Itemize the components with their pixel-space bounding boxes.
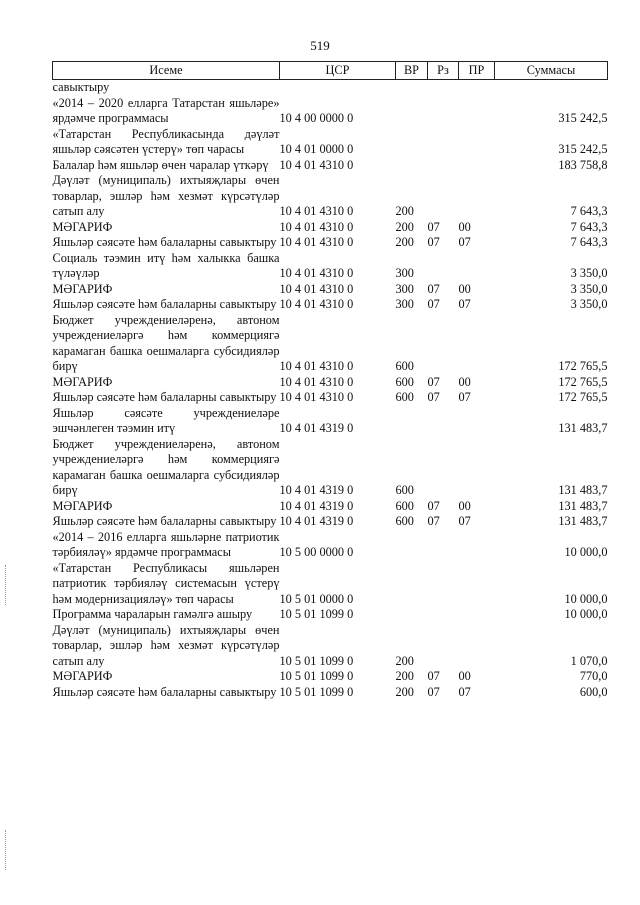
table-row [53,282,608,298]
cell-vr: 200 [395,669,414,683]
cell-csr: 10 5 01 1099 0 [279,684,354,699]
cell-sum: 10 000,0 [564,607,608,621]
cell-sum: 7 643,3 [570,204,608,218]
cell-name: Бюджет учреждениеләренә, автоном учреждениеләргә һәм коммерциягә карамаган башка оешмаларга субсидияләр бирү [52,312,280,373]
table-row [53,623,608,670]
cell-sum: 3 350,0 [570,281,608,296]
column-header-sum: Суммасы [495,62,608,80]
cell-vr: 200 [395,653,414,668]
cell-rz [428,406,459,437]
cell-rz: 07 [427,374,440,389]
cell-sum: 315 242,5 [558,111,608,125]
cell-csr: 10 5 01 1099 0 [279,607,354,621]
cell-vr: 600 [395,498,414,513]
cell-rz: 07 [427,514,440,528]
cell-name: «Татарстан Республикасында дәүләт яшьләр сәясәтен үстерү» төп чарасы [52,126,280,156]
cell-name: Балалар һәм яшьләр өчен чаралар үткәрү [52,157,269,172]
cell-rz [428,158,459,174]
cell-pr [459,127,495,158]
cell-rz [428,623,459,670]
table-row [53,297,608,313]
table-row [53,235,608,251]
cell-vr: 200 [395,219,414,234]
cell-vr: 300 [395,297,414,311]
table-row [53,80,608,96]
cell-csr: 10 4 01 4310 0 [279,219,354,234]
cell-csr: 10 4 01 4310 0 [279,359,354,373]
cell-pr [459,80,495,96]
cell-pr: 07 [458,390,471,404]
cell-name: «2014 – 2020 елларга Татарстан яшьләре» ярдәмче программасы [52,95,280,125]
cell-pr: 07 [458,514,471,528]
cell-sum: 131 483,7 [558,498,608,513]
cell-pr: 00 [458,281,471,296]
table-row [53,173,608,220]
cell-rz: 07 [427,669,440,683]
table-header-row [53,62,608,80]
cell-vr: 600 [395,514,414,528]
scan-margin-mark [5,565,7,605]
cell-rz [428,530,459,561]
column-header-name: Исеме [53,62,280,80]
cell-rz: 07 [427,235,440,249]
cell-vr: 600 [395,359,414,373]
cell-name: Социаль тәэмин итү һәм халыкка башка түләүләр [52,250,280,280]
cell-rz [428,173,459,220]
cell-name: Дәүләт (муниципаль) ихтыяҗлары өчен товарлар, эшләр һәм хезмәт күрсәтүләр сатып алу [52,622,280,668]
cell-vr: 600 [395,483,414,497]
cell-rz: 07 [427,219,440,234]
table-row [53,685,608,701]
cell-pr [459,313,495,375]
cell-pr [459,607,495,623]
cell-name: МӘГАРИФ [52,219,113,234]
cell-name: Яшьләр сәясәте учреждениеләре эшчәнлеген тәэмин итү [52,405,280,435]
cell-rz [428,561,459,608]
cell-pr [459,406,495,437]
cell-csr [280,80,396,96]
table-row [53,390,608,406]
table-row [53,251,608,282]
cell-rz: 07 [427,281,440,296]
cell-pr: 00 [458,498,471,513]
cell-sum: 10 000,0 [564,591,608,606]
column-header-pr: ПР [459,62,495,80]
cell-name: Дәүләт (муниципаль) ихтыяҗлары өчен товарлар, эшләр һәм хезмәт күрсәтүләр сатып алу [52,173,280,218]
cell-name: МӘГАРИФ [52,498,113,513]
cell-sum: 3 350,0 [570,266,608,280]
cell-csr: 10 4 01 4319 0 [279,421,354,435]
cell-vr: 200 [395,684,414,699]
cell-pr [459,437,495,499]
cell-sum: 183 758,8 [558,157,608,172]
cell-name: МӘГАРИФ [52,374,113,389]
cell-pr [459,561,495,608]
cell-csr: 10 4 01 4310 0 [279,297,354,311]
cell-vr: 300 [395,266,414,280]
table-row [53,158,608,174]
table-row [53,406,608,437]
cell-pr: 00 [458,374,471,389]
column-header-csr: ЦСР [280,62,396,80]
cell-rz [428,96,459,127]
cell-name: «Татарстан Республикасы яшьләрен патриотик тәрбияләү системасын үстерү һәм модернизацияләү» төп чарасы [52,560,280,606]
budget-table [52,61,608,700]
cell-vr [396,127,428,158]
table-row [53,530,608,561]
cell-vr: 600 [395,390,414,404]
cell-csr: 10 4 01 4319 0 [279,483,354,497]
cell-sum: 770,0 [579,669,608,683]
table-row [53,607,608,623]
cell-vr: 300 [395,281,414,296]
cell-pr: 00 [458,669,471,683]
cell-vr [396,530,428,561]
cell-rz [428,313,459,375]
cell-csr: 10 4 01 0000 0 [279,142,354,156]
cell-vr: 600 [395,374,414,389]
cell-sum: 172 765,5 [558,374,608,389]
cell-pr: 07 [458,297,471,311]
cell-csr: 10 4 01 4310 0 [279,235,354,249]
page-number: 519 [310,38,330,53]
cell-vr [396,406,428,437]
cell-csr: 10 4 01 4310 0 [279,204,354,218]
cell-vr [396,80,428,96]
cell-pr: 00 [458,219,471,234]
cell-name: Яшьләр сәясәте һәм балаларны савыктыру [52,514,277,528]
cell-name: Яшьләр сәясәте һәм балаларны савыктыру [52,684,277,699]
cell-csr: 10 5 01 1099 0 [279,653,354,668]
cell-name: «2014 – 2016 елларга яшьләрне патриотик тәрбияләү» ярдәмче программасы [52,529,280,559]
cell-sum: 600,0 [579,684,608,699]
cell-vr [396,96,428,127]
cell-csr: 10 5 00 0000 0 [279,545,354,559]
cell-pr [459,96,495,127]
cell-pr [459,158,495,174]
cell-vr [396,561,428,608]
table-row [53,313,608,375]
cell-name: Яшьләр сәясәте һәм балаларны савыктыру [52,390,277,404]
cell-sum: 3 350,0 [570,297,608,311]
cell-sum: 7 643,3 [570,219,608,234]
table-row [53,220,608,236]
cell-rz [428,80,459,96]
cell-rz: 07 [427,297,440,311]
cell-pr [459,173,495,220]
cell-sum: 172 765,5 [558,359,608,373]
cell-pr: 07 [458,684,471,699]
cell-vr: 200 [395,235,414,249]
cell-sum: 131 483,7 [558,483,608,497]
cell-name: МӘГАРИФ [52,281,113,296]
cell-name: савыктыру [52,80,110,94]
cell-sum: 315 242,5 [558,142,608,156]
table-row [53,375,608,391]
cell-vr [396,158,428,174]
cell-rz [428,251,459,282]
cell-name: Программа чараларын гамәлгә ашыру [52,607,253,621]
column-header-rz: Рз [428,62,459,80]
cell-pr [459,530,495,561]
cell-csr: 10 4 01 4310 0 [279,157,354,172]
cell-csr: 10 5 01 0000 0 [279,591,354,606]
cell-rz [428,437,459,499]
cell-sum: 172 765,5 [558,390,608,404]
scan-margin-mark [5,830,7,870]
cell-sum: 7 643,3 [570,235,608,249]
cell-csr: 10 4 01 4310 0 [279,374,354,389]
cell-sum: 131 483,7 [558,514,608,528]
table-row [53,437,608,499]
cell-rz: 07 [427,390,440,404]
column-header-vr: ВР [396,62,428,80]
cell-csr: 10 5 01 1099 0 [279,669,354,683]
cell-sum: 1 070,0 [570,653,608,668]
cell-csr: 10 4 01 4310 0 [279,281,354,296]
table-row [53,561,608,608]
cell-csr: 10 4 01 4319 0 [279,498,354,513]
cell-vr: 200 [395,204,414,218]
cell-vr [396,607,428,623]
cell-csr: 10 4 01 4310 0 [279,266,354,280]
cell-pr: 07 [458,235,471,249]
cell-csr: 10 4 01 4319 0 [279,514,354,528]
cell-name: МӘГАРИФ [52,669,113,683]
cell-rz: 07 [427,498,440,513]
table-row [53,514,608,530]
cell-name: Бюджет учреждениеләренә, автоном учреждениеләргә һәм коммерциягә карамаган башка оешмаларга субсидияләр бирү [52,436,280,497]
cell-pr [459,623,495,670]
cell-rz: 07 [427,684,440,699]
cell-csr: 10 4 00 0000 0 [279,111,354,125]
cell-name: Яшьләр сәясәте һәм балаларны савыктыру [52,235,277,249]
table-row [53,669,608,685]
cell-pr [459,251,495,282]
table-row [53,127,608,158]
cell-rz [428,607,459,623]
cell-sum [495,80,608,96]
cell-csr: 10 4 01 4310 0 [279,390,354,404]
cell-rz [428,127,459,158]
cell-sum: 131 483,7 [558,421,608,435]
cell-sum: 10 000,0 [564,545,608,559]
cell-name: Яшьләр сәясәте һәм балаларны савыктыру [52,297,277,311]
table-row [53,499,608,515]
table-row [53,96,608,127]
